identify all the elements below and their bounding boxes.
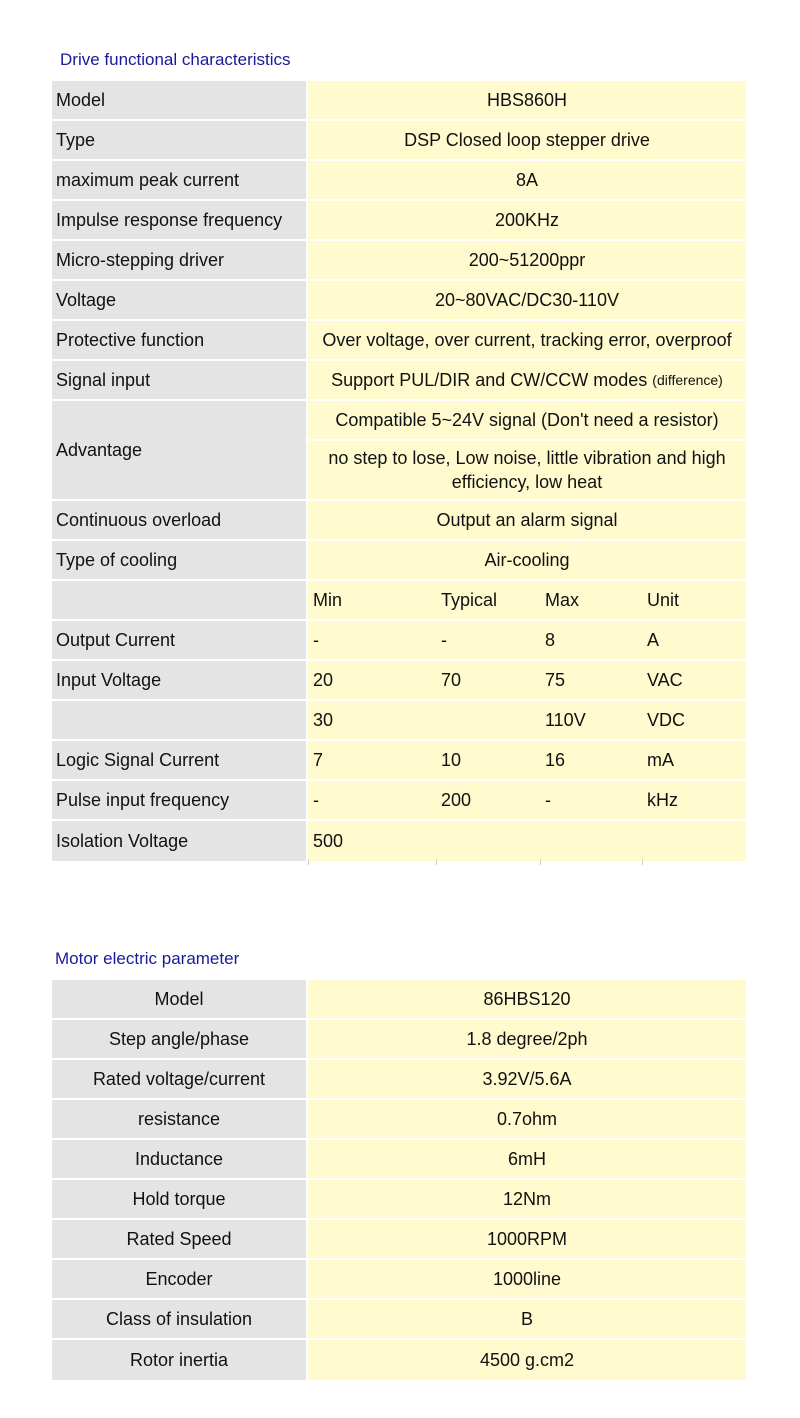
- row-label: Protective function: [52, 321, 308, 359]
- row-label: Type of cooling: [52, 541, 308, 579]
- spec-unit: mA: [642, 741, 746, 779]
- row-label: Logic Signal Current: [52, 741, 308, 779]
- table-row: [52, 661, 746, 701]
- row-label: Signal input: [52, 361, 308, 399]
- row-value: Output an alarm signal: [308, 501, 746, 539]
- row-label: [52, 581, 308, 619]
- row-label: Advantage: [52, 401, 308, 501]
- row-label: Step angle/phase: [52, 1020, 308, 1058]
- spec-max: 16: [540, 741, 642, 779]
- row-value: 1.8 degree/2ph: [308, 1020, 746, 1058]
- divider: [642, 859, 643, 865]
- spec-max: 110V: [540, 701, 642, 739]
- divider: [540, 859, 541, 865]
- row-value: 8A: [308, 161, 746, 199]
- spec-header-min: Min: [308, 581, 436, 619]
- row-value: 4500 g.cm2: [308, 1340, 746, 1380]
- spec-typical: 10: [436, 741, 540, 779]
- row-value: [308, 361, 746, 399]
- advantage-line-1: Compatible 5~24V signal (Don't need a resistor): [308, 401, 746, 441]
- spec-typical: -: [436, 621, 540, 659]
- row-label: Rated voltage/current: [52, 1060, 308, 1098]
- row-label: Class of insulation: [52, 1300, 308, 1338]
- divider: [436, 859, 437, 865]
- row-label: Impulse response frequency: [52, 201, 308, 239]
- spec-typical: [436, 701, 540, 739]
- table-row: [52, 1060, 746, 1100]
- spec-unit: A: [642, 621, 746, 659]
- table-row: [52, 1180, 746, 1220]
- signal-input-note: (difference): [652, 372, 723, 388]
- row-label: Continuous overload: [52, 501, 308, 539]
- row-value: 0.7ohm: [308, 1100, 746, 1138]
- row-value: 1000RPM: [308, 1220, 746, 1258]
- table-row: [52, 501, 746, 541]
- row-label: Rotor inertia: [52, 1340, 308, 1380]
- table-row: [52, 1140, 746, 1180]
- spec-typical: 70: [436, 661, 540, 699]
- signal-input-value: Support PUL/DIR and CW/CCW modes: [331, 370, 648, 390]
- spec-min: -: [308, 621, 436, 659]
- spec-min: 7: [308, 741, 436, 779]
- spec-header-typical: Typical: [436, 581, 540, 619]
- row-label: Voltage: [52, 281, 308, 319]
- table-row: [52, 1340, 746, 1380]
- table-row: [52, 541, 746, 581]
- table-row: [52, 741, 746, 781]
- spec-unit: VAC: [642, 661, 746, 699]
- advantage-row: [52, 401, 746, 501]
- drive-table: [52, 81, 746, 861]
- spec-max: 75: [540, 661, 642, 699]
- table-row: [52, 1100, 746, 1140]
- row-label: [52, 701, 308, 739]
- table-row: [52, 701, 746, 741]
- table-row: [52, 201, 746, 241]
- divider: [308, 859, 309, 865]
- row-value: Over voltage, over current, tracking error, overproof: [308, 321, 746, 359]
- row-label: Hold torque: [52, 1180, 308, 1218]
- row-value: 86HBS120: [308, 980, 746, 1018]
- spec-min: 30: [308, 701, 436, 739]
- spec-header-unit: Unit: [642, 581, 746, 619]
- spec-header-max: Max: [540, 581, 642, 619]
- drive-section-title: Drive functional characteristics: [60, 50, 291, 69]
- spec-typical: 200: [436, 781, 540, 819]
- table-row: [52, 781, 746, 821]
- spec-max: 8: [540, 621, 642, 659]
- motor-section-title: Motor electric parameter: [55, 949, 240, 968]
- row-value: 500: [308, 821, 746, 861]
- row-value: 200KHz: [308, 201, 746, 239]
- row-value: Air-cooling: [308, 541, 746, 579]
- table-row: [52, 1020, 746, 1060]
- table-row: [52, 121, 746, 161]
- table-row: [52, 361, 746, 401]
- row-value: 12Nm: [308, 1180, 746, 1218]
- spec-header-row: [52, 581, 746, 621]
- row-value: HBS860H: [308, 81, 746, 119]
- row-label: Inductance: [52, 1140, 308, 1178]
- spec-max: -: [540, 781, 642, 819]
- row-value: B: [308, 1300, 746, 1338]
- spec-min: -: [308, 781, 436, 819]
- row-value: 20~80VAC/DC30-110V: [308, 281, 746, 319]
- table-row: [52, 321, 746, 361]
- table-row: [52, 1300, 746, 1340]
- spec-min: 20: [308, 661, 436, 699]
- row-label: Micro-stepping driver: [52, 241, 308, 279]
- row-value: 1000line: [308, 1260, 746, 1298]
- row-value: 200~51200ppr: [308, 241, 746, 279]
- table-row: [52, 1220, 746, 1260]
- table-row: [52, 241, 746, 281]
- motor-table: [52, 980, 746, 1380]
- table-row: [52, 1260, 746, 1300]
- row-value: DSP Closed loop stepper drive: [308, 121, 746, 159]
- table-row: [52, 980, 746, 1020]
- table-row: [52, 161, 746, 201]
- row-label: Output Current: [52, 621, 308, 659]
- row-value: 6mH: [308, 1140, 746, 1178]
- row-label: resistance: [52, 1100, 308, 1138]
- row-label: Rated Speed: [52, 1220, 308, 1258]
- row-label: Isolation Voltage: [52, 821, 308, 861]
- row-label: Model: [52, 980, 308, 1018]
- advantage-line-2: no step to lose, Low noise, little vibration and high efficiency, low heat: [308, 441, 746, 501]
- row-value: 3.92V/5.6A: [308, 1060, 746, 1098]
- row-label: Encoder: [52, 1260, 308, 1298]
- table-row: [52, 621, 746, 661]
- spec-unit: VDC: [642, 701, 746, 739]
- row-label: Model: [52, 81, 308, 119]
- table-row: [52, 81, 746, 121]
- row-label: Input Voltage: [52, 661, 308, 699]
- row-label: maximum peak current: [52, 161, 308, 199]
- row-label: Type: [52, 121, 308, 159]
- spec-unit: kHz: [642, 781, 746, 819]
- table-row: [52, 821, 746, 861]
- row-label: Pulse input frequency: [52, 781, 308, 819]
- table-row: [52, 281, 746, 321]
